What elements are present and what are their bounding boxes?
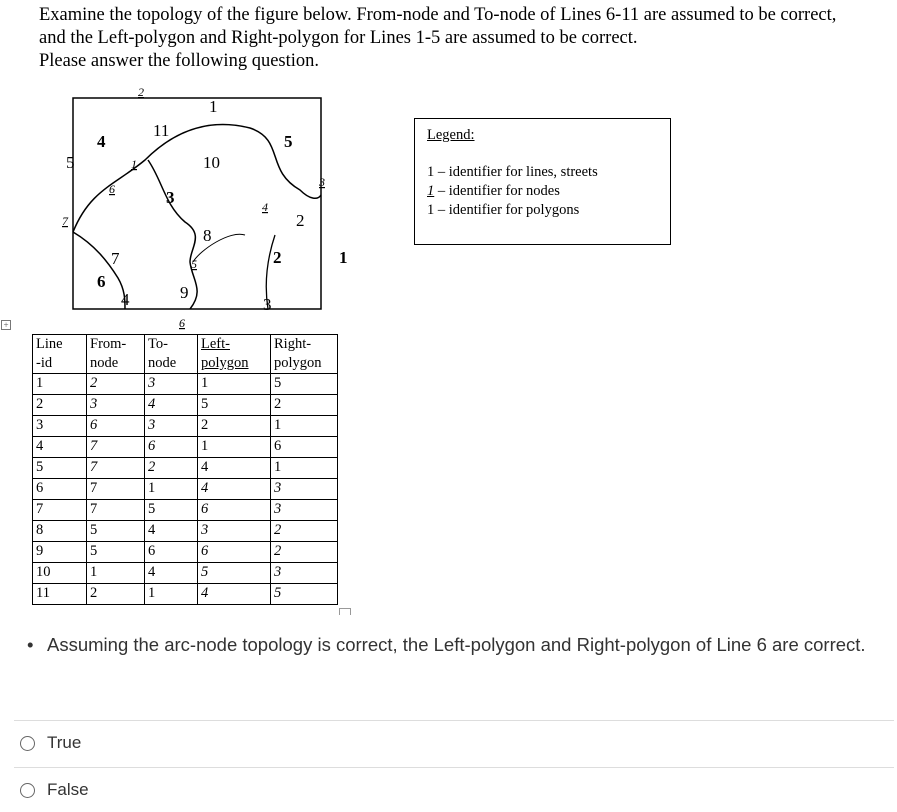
legend-item-polygons: 1 – identifier for polygons <box>427 202 580 218</box>
divider <box>14 767 894 768</box>
cell-from-node: 7 <box>87 437 145 458</box>
node-label-1: 1 <box>131 157 137 171</box>
option-false-label: False <box>47 780 89 799</box>
header-to-node: To- node <box>145 335 198 374</box>
cell-to-node: 4 <box>145 521 198 542</box>
cell-right-polygon: 2 <box>271 521 338 542</box>
line-curve-minor <box>193 234 245 262</box>
line-label-3: 3 <box>263 295 272 314</box>
line-label-5: 5 <box>66 153 75 172</box>
cell-line-id: 4 <box>33 437 87 458</box>
cell-left-polygon: 2 <box>198 416 271 437</box>
cell-line-id: 9 <box>33 542 87 563</box>
cell-left-polygon: 4 <box>198 584 271 605</box>
header-from-node: From- node <box>87 335 145 374</box>
table-move-handle-icon[interactable]: + <box>1 320 11 330</box>
cell-right-polygon: 5 <box>271 374 338 395</box>
question-text: Assuming the arc-node topology is correct, the Left-polygon and Right-polygon of Line 6 are correct. <box>47 634 866 655</box>
polygon-label-6: 6 <box>97 272 106 291</box>
node-label-3: 3 <box>319 175 325 189</box>
table-row <box>33 437 338 458</box>
cell-line-id: 11 <box>33 584 87 605</box>
line-label-2: 2 <box>296 211 305 230</box>
table-row <box>33 458 338 479</box>
cell-to-node: 5 <box>145 500 198 521</box>
node-label-5: 5 <box>191 257 197 271</box>
cell-left-polygon: 4 <box>198 458 271 479</box>
bullet-icon: • <box>27 634 34 655</box>
line-label-8: 8 <box>203 226 212 245</box>
intro-line-3: Please answer the following question. <box>39 51 320 71</box>
intro-line-1: Examine the topology of the figure below. From-node and To-node of Lines 6-11 are assumed to be correct, <box>39 5 837 25</box>
cell-from-node: 7 <box>87 500 145 521</box>
table-row <box>33 479 338 500</box>
cell-right-polygon: 1 <box>271 416 338 437</box>
cell-line-id: 6 <box>33 479 87 500</box>
intro-line-2: and the Left-polygon and Right-polygon for Lines 1-5 are assumed to be correct. <box>39 28 638 48</box>
cell-left-polygon: 6 <box>198 500 271 521</box>
cell-line-id: 10 <box>33 563 87 584</box>
polygon-label-5: 5 <box>284 132 293 151</box>
node-label-4: 4 <box>262 200 268 214</box>
polygon-label-2: 2 <box>273 248 282 267</box>
cell-from-node: 2 <box>87 374 145 395</box>
polygon-label-4: 4 <box>97 132 106 151</box>
legend-node-text: – identifier for nodes <box>434 183 560 199</box>
line-label-11: 11 <box>153 121 170 140</box>
table-row <box>33 563 338 584</box>
question-statement <box>27 630 877 660</box>
cell-line-id: 2 <box>33 395 87 416</box>
cell-to-node: 1 <box>145 479 198 500</box>
cell-right-polygon: 3 <box>271 479 338 500</box>
cell-to-node: 3 <box>145 374 198 395</box>
cell-to-node: 4 <box>145 395 198 416</box>
cell-left-polygon: 5 <box>198 395 271 416</box>
line-label-1: 1 <box>209 97 218 116</box>
cell-from-node: 1 <box>87 563 145 584</box>
cell-left-polygon: 1 <box>198 437 271 458</box>
cell-left-polygon: 1 <box>198 374 271 395</box>
legend-item-lines: 1 – identifier for lines, streets <box>427 164 598 180</box>
radio-false[interactable] <box>20 783 35 798</box>
table-row <box>33 374 338 395</box>
header-right-polygon: Right- polygon <box>271 335 338 374</box>
node-label-7: 7 <box>62 214 68 228</box>
cell-to-node: 3 <box>145 416 198 437</box>
map-frame <box>73 98 321 309</box>
cell-right-polygon: 1 <box>271 458 338 479</box>
legend-node-number: 1 <box>427 183 435 199</box>
legend-item-nodes <box>427 183 560 200</box>
cell-right-polygon: 5 <box>271 584 338 605</box>
cell-to-node: 6 <box>145 542 198 563</box>
cell-right-polygon: 3 <box>271 500 338 521</box>
table-resize-handle[interactable] <box>339 608 351 615</box>
cell-line-id: 5 <box>33 458 87 479</box>
cell-from-node: 3 <box>87 395 145 416</box>
cell-from-node: 5 <box>87 542 145 563</box>
line-label-3-bold: 3 <box>166 188 175 207</box>
node-label-6-upper: 6 <box>109 182 115 196</box>
divider <box>14 720 894 721</box>
table-row <box>33 416 338 437</box>
cell-right-polygon: 6 <box>271 437 338 458</box>
polygon-label-1: 1 <box>339 248 348 267</box>
radio-true[interactable] <box>20 736 35 751</box>
header-line-id: Line -id <box>33 335 87 374</box>
node-label-2: 2 <box>138 85 144 99</box>
cell-to-node: 4 <box>145 563 198 584</box>
cell-from-node: 6 <box>87 416 145 437</box>
table-row <box>33 542 338 563</box>
line-label-4: 4 <box>121 290 130 309</box>
line-curve-left <box>73 232 125 309</box>
table-header-row <box>33 335 338 374</box>
cell-from-node: 5 <box>87 521 145 542</box>
table-row <box>33 500 338 521</box>
cell-line-id: 7 <box>33 500 87 521</box>
header-left-polygon: Left- polygon <box>198 335 271 374</box>
table-row <box>33 395 338 416</box>
cell-from-node: 2 <box>87 584 145 605</box>
cell-from-node: 7 <box>87 479 145 500</box>
legend-title: Legend: <box>427 127 475 143</box>
cell-line-id: 1 <box>33 374 87 395</box>
option-true-label: True <box>47 733 82 752</box>
cell-line-id: 3 <box>33 416 87 437</box>
cell-left-polygon: 3 <box>198 521 271 542</box>
option-true[interactable] <box>20 733 81 753</box>
line-label-9: 9 <box>180 283 189 302</box>
cell-left-polygon: 4 <box>198 479 271 500</box>
topology-table <box>32 334 338 605</box>
cell-to-node: 6 <box>145 437 198 458</box>
cell-to-node: 1 <box>145 584 198 605</box>
legend-box <box>414 118 671 245</box>
cell-to-node: 2 <box>145 458 198 479</box>
cell-line-id: 8 <box>33 521 87 542</box>
node-label-6: 6 <box>179 316 185 330</box>
cell-left-polygon: 6 <box>198 542 271 563</box>
line-label-7: 7 <box>111 249 120 268</box>
line-label-10: 10 <box>203 153 220 172</box>
table-row <box>33 584 338 605</box>
cell-from-node: 7 <box>87 458 145 479</box>
cell-left-polygon: 5 <box>198 563 271 584</box>
cell-right-polygon: 2 <box>271 542 338 563</box>
option-false[interactable] <box>20 780 89 800</box>
table-row <box>33 521 338 542</box>
cell-right-polygon: 3 <box>271 563 338 584</box>
line-curve-middle <box>148 160 197 309</box>
cell-right-polygon: 2 <box>271 395 338 416</box>
